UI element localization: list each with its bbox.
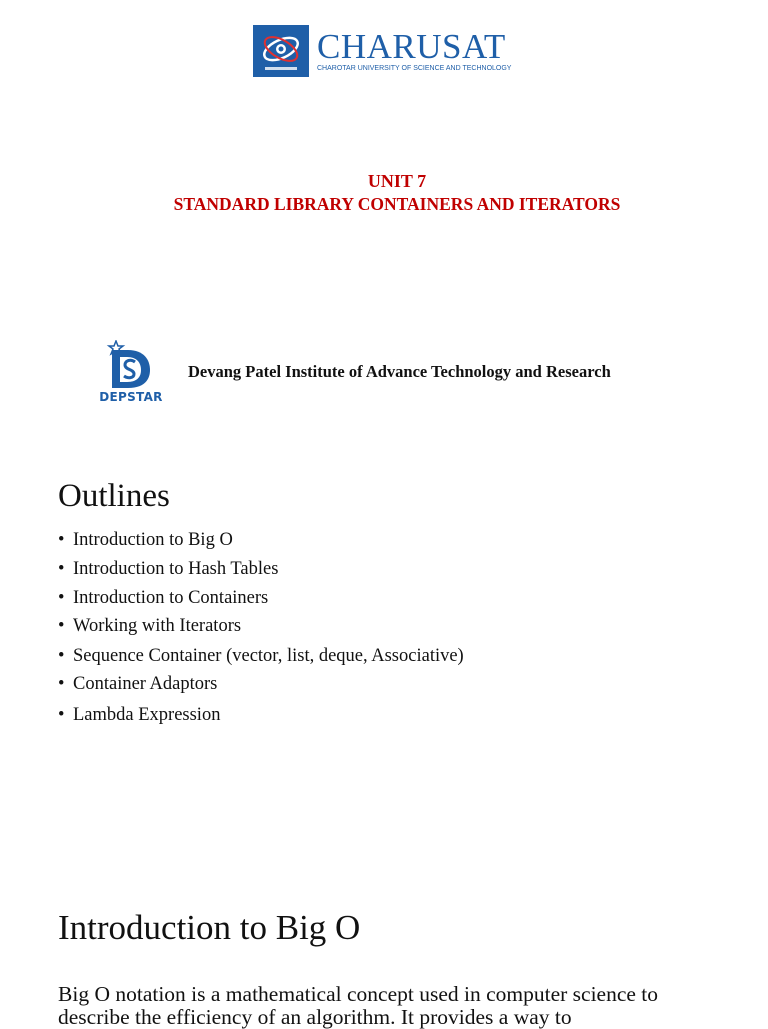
bullet-icon: • [58,559,65,579]
institute-name: Devang Patel Institute of Advance Technology and Research [188,362,611,381]
bullet-icon: • [58,530,65,550]
outlines-heading: Outlines [58,478,170,514]
outline-item-text: Introduction to Hash Tables [73,559,279,579]
outline-item-text: Lambda Expression [73,705,221,725]
bullet-icon: • [58,674,65,694]
section-heading: Introduction to Big O [58,908,361,947]
depstar-logo-label: DEPSTAR [99,390,163,404]
outline-item [58,586,268,610]
charusat-tagline: CHAROTAR UNIVERSITY OF SCIENCE AND TECHNOLOGY [317,64,512,72]
bullet-icon: • [58,588,65,608]
outline-item [58,528,233,552]
unit-title: UNIT 7 [367,171,427,191]
outline-item-text: Working with Iterators [73,616,242,636]
charusat-wordmark: CHARUSAT [317,26,506,66]
outline-item [58,672,217,696]
charusat-text-block [317,26,512,73]
outline-item [58,557,278,581]
bullet-icon: • [58,646,65,666]
unit-subtitle: STANDARD LIBRARY CONTAINERS AND ITERATORS [173,194,621,214]
charusat-emblem-icon [253,25,309,77]
bullet-icon: • [58,616,65,636]
outline-item-text: Sequence Container (vector, list, deque, Associative) [73,646,464,666]
outline-item-text: Introduction to Big O [73,530,233,550]
charusat-logo [253,25,519,77]
outline-item [58,614,241,638]
outline-item [58,703,220,727]
outline-item-text: Introduction to Containers [73,588,269,608]
section-body-text: Big O notation is a mathematical concept used in computer science to describe the efficiency of an algorithm. It provides a way to [58,982,659,1029]
bullet-icon: • [58,705,65,725]
outline-item-text: Container Adaptors [73,674,218,694]
outline-item [58,644,464,668]
